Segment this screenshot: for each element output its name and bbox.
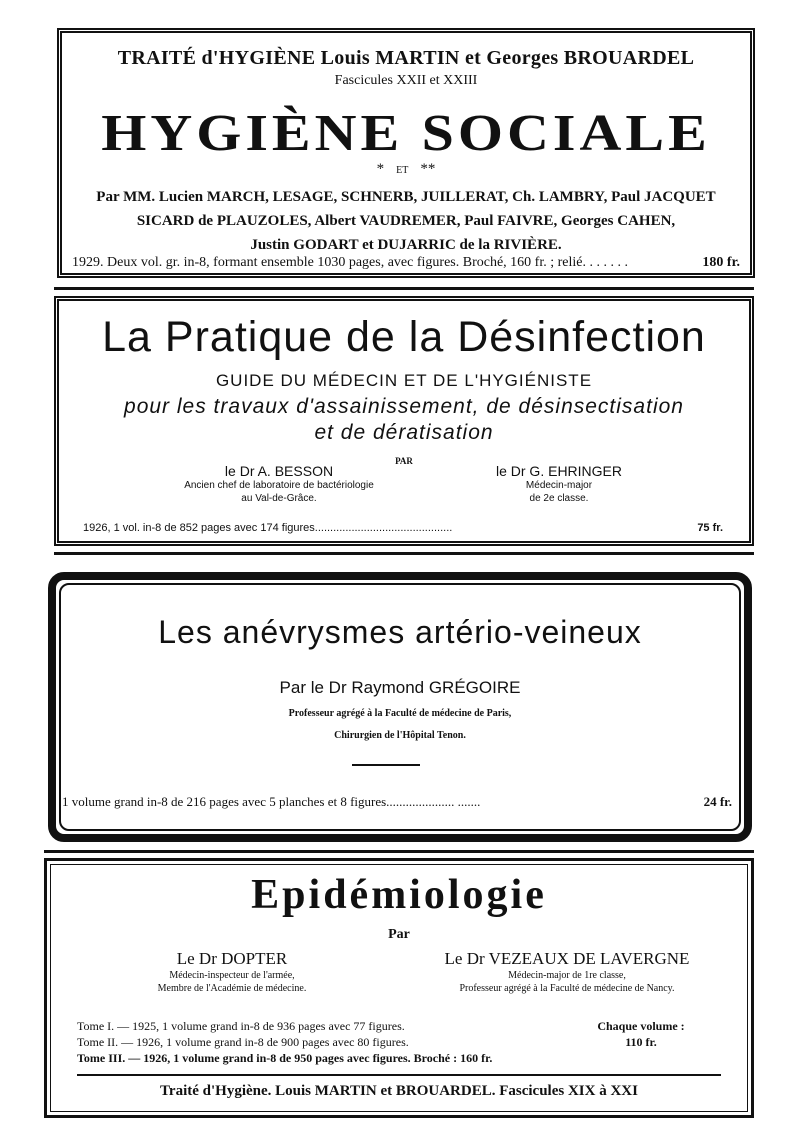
divider-rule [54,287,754,290]
ad-pratique-desinfection [54,296,754,546]
author-block-dopter [87,949,377,995]
price-text: 1 volume grand in-8 de 216 pages avec 5 planches et 8 figures..................... ....... [62,794,481,809]
volume-stars [62,161,750,178]
each-label: Chaque volume : [597,1019,685,1033]
author-desc-1: Médecin-major [525,480,593,491]
ad-hygiene-sociale [57,28,755,278]
star-left: * [376,161,385,177]
price-value: 75 fr. [697,522,723,534]
price-text: 1926, 1 vol. in-8 de 852 pages avec 174 figures............................................. [83,522,453,534]
price-per-volume [581,1018,701,1050]
book-title: HYGIÈNE SOCIALE [101,103,711,162]
tome-3: Tome III. — 1926, 1 volume grand in-8 de 950 pages avec figures. Broché : 160 fr. [77,1051,493,1065]
book-title: La Pratique de la Désinfection [102,313,706,361]
author-desc-2: Membre de l'Académie de médecine. [157,983,307,994]
price-value: 24 fr. [703,794,732,809]
price-value: 180 fr. [702,255,740,270]
par-label: PAR [395,456,413,466]
author-desc-1: Ancien chef de laboratoire de bactériologie [184,480,374,491]
author-desc-1: Médecin-major de 1re classe, [508,970,626,981]
tome-1: Tome I. — 1925, 1 volume grand in-8 de 936 pages avec 77 figures. [77,1019,405,1033]
stars-et: ET [396,165,409,176]
author-name: le Dr A. BESSON [224,463,334,479]
author-desc-2: Professeur agrégé à la Faculté de médecine de Nancy. [459,983,675,994]
author-name: le Dr G. EHRINGER [495,463,622,479]
author-block-vezeaux [397,949,737,995]
author-desc-1: Médecin-inspecteur de l'armée, [169,970,295,981]
book-title: Les anévrysmes artério-veineux [158,614,642,650]
authors-line-3: Justin GODART et DUJARRIC de la RIVIÈRE. [250,237,562,253]
book-title: Epidémiologie [251,872,547,918]
ad-anevrysmes [48,572,752,842]
each-price: 110 fr. [625,1035,657,1049]
author-name: Par le Dr Raymond GRÉGOIRE [279,678,521,697]
price-text: 1929. Deux vol. gr. in-8, formant ensemble 1030 pages, avec figures. Broché, 160 fr. ; relié. . . . . . . [72,255,628,270]
book-guide: GUIDE DU MÉDECIN ET DE L'HYGIÉNISTE [215,371,593,390]
author-name: Le Dr VEZEAUX DE LAVERGNE [444,949,690,968]
price-line [72,255,740,271]
series-footer: Traité d'Hygiène. Louis MARTIN et BROUARDEL. Fascicules XIX à XXI [160,1083,638,1099]
author-desc-2: Chirurgien de l'Hôpital Tenon. [334,730,466,741]
price-line [62,794,732,810]
author-block-besson [129,463,429,505]
author-desc-2: au Val-de-Grâce. [241,493,317,504]
short-rule [352,764,420,766]
author-desc-1: Professeur agrégé à la Faculté de médecine de Paris, [288,708,512,719]
divider-rule [44,850,754,853]
tome-list [77,1018,492,1066]
series-title: TRAITÉ d'HYGIÈNE Louis MARTIN et Georges BROUARDEL [117,47,695,69]
authors-line-1: Par MM. Lucien MARCH, LESAGE, SCHNERB, JUILLERAT, Ch. LAMBRY, Paul JACQUET [96,189,716,205]
subtitle-line-2: et de dératisation [314,421,494,444]
author-block-ehringer [409,463,709,505]
star-right: ** [420,161,436,177]
ad-epidemiologie [44,858,754,1118]
subtitle-line-1: pour les travaux d'assainissement, de désinsectisation [124,395,684,418]
price-line [83,522,723,534]
fascicules-label: Fascicules XXII et XXIII [334,73,478,88]
divider-rule [54,552,754,555]
author-desc-2: de 2e classe. [529,493,589,504]
authors-line-2: SICARD de PLAUZOLES, Albert VAUDREMER, Paul FAIVRE, Georges CAHEN, [136,213,676,229]
author-name: Le Dr DOPTER [176,949,288,968]
footer-rule [77,1074,721,1076]
tome-2: Tome II. — 1926, 1 volume grand in-8 de 900 pages avec 80 figures. [77,1035,409,1049]
par-label: Par [388,927,410,942]
